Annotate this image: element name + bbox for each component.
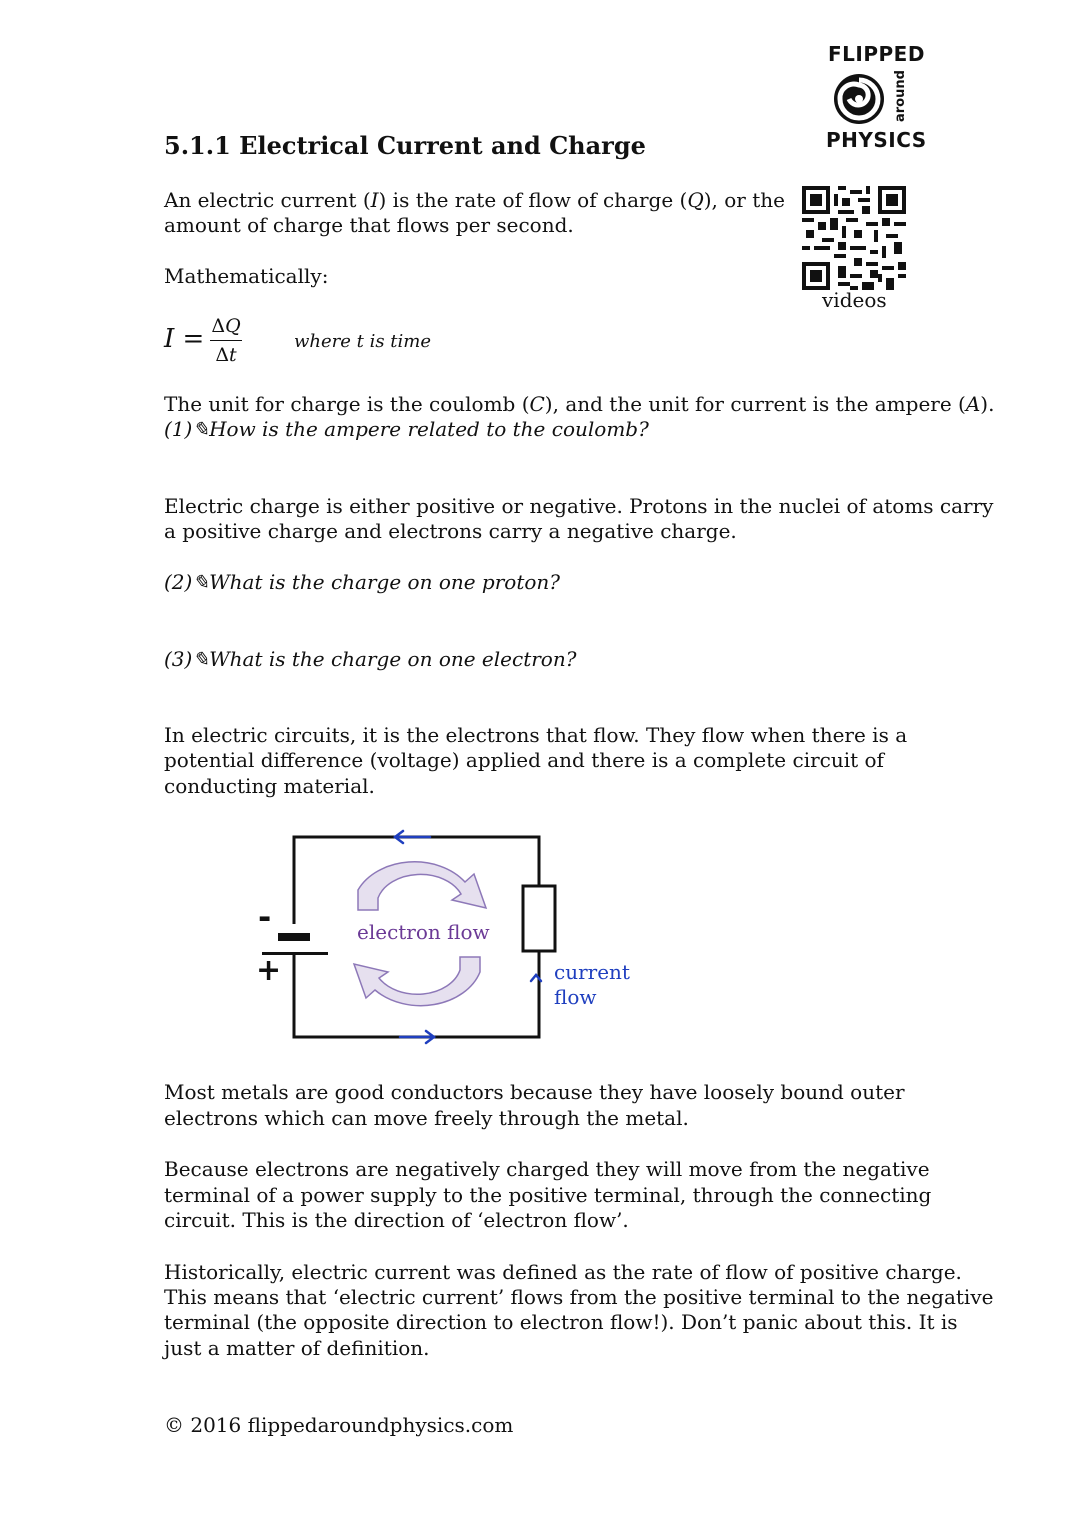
qr-code-icon — [802, 186, 906, 290]
electrons-line-3: circuit. This is the direction of ‘electron flow’. — [164, 1208, 629, 1232]
equation-note: where 𝑡 is time — [294, 331, 432, 352]
mathematically-label: Mathematically: — [164, 264, 329, 288]
current-flow-label-2: flow — [554, 985, 597, 1009]
circuits-line-2: potential difference (voltage) applied and there is a complete circuit of — [164, 748, 884, 772]
spiral-logo-icon — [826, 70, 896, 128]
logo-side-text: around — [893, 70, 908, 122]
qr-caption: videos — [822, 288, 887, 312]
units-line: The unit for charge is the coulomb (𝐶), and the unit for current is the ampere (𝐴). — [164, 392, 995, 416]
fraction-bar — [210, 340, 242, 341]
history-line-4: just a matter of definition. — [164, 1336, 430, 1360]
circuits-line-1: In electric circuits, it is the electrons that flow. They flow when there is a — [164, 723, 908, 747]
logo-top-text: FLIPPED — [828, 42, 925, 66]
history-line-2: This means that ‘electric current’ flows from the positive terminal to the negative — [164, 1285, 994, 1309]
metals-line-1: Most metals are good conductors because they have loosely bound outer — [164, 1080, 905, 1104]
intro-line-2: amount of charge that flows per second. — [164, 213, 574, 237]
history-line-1: Historically, electric current was defined as the rate of flow of positive charge. — [164, 1260, 962, 1284]
resistor — [523, 886, 555, 951]
history-line-3: terminal (the opposite direction to electron flow!). Don’t panic about this. It is — [164, 1310, 958, 1334]
charge-line-1: Electric charge is either positive or negative. Protons in the nuclei of atoms carry — [164, 494, 994, 518]
question-1: (1)✎How is the ampere related to the coulomb? — [164, 417, 649, 441]
current-flow-label-1: current — [554, 960, 630, 984]
question-2: (2)✎What is the charge on one proton? — [164, 570, 561, 594]
electrons-line-1: Because electrons are negatively charged they will move from the negative — [164, 1157, 930, 1181]
equation-numerator: Δ𝑄 — [211, 315, 241, 337]
battery-negative-plate — [278, 933, 310, 941]
circuits-line-3: conducting material. — [164, 774, 375, 798]
electrons-line-2: terminal of a power supply to the positive terminal, through the connecting — [164, 1183, 932, 1207]
intro-line-1: An electric current (𝐼) is the rate of flow of charge (𝑄), or the — [164, 188, 785, 212]
page-title: 5.1.1 Electrical Current and Charge — [164, 131, 646, 160]
electron-flow-label: electron flow — [357, 920, 490, 944]
battery-minus-label: - — [258, 898, 272, 936]
battery-plus-label: + — [256, 953, 282, 988]
metals-line-2: electrons which can move freely through the metal. — [164, 1106, 689, 1130]
copyright-footer: © 2016 flippedaroundphysics.com — [164, 1413, 514, 1437]
logo-bottom-text: PHYSICS — [826, 128, 927, 152]
charge-line-2: a positive charge and electrons carry a negative charge. — [164, 519, 737, 543]
equation-lhs: 𝐼 = — [164, 324, 205, 354]
equation-denominator: Δ𝑡 — [215, 344, 237, 366]
question-3: (3)✎What is the charge on one electron? — [164, 647, 577, 671]
